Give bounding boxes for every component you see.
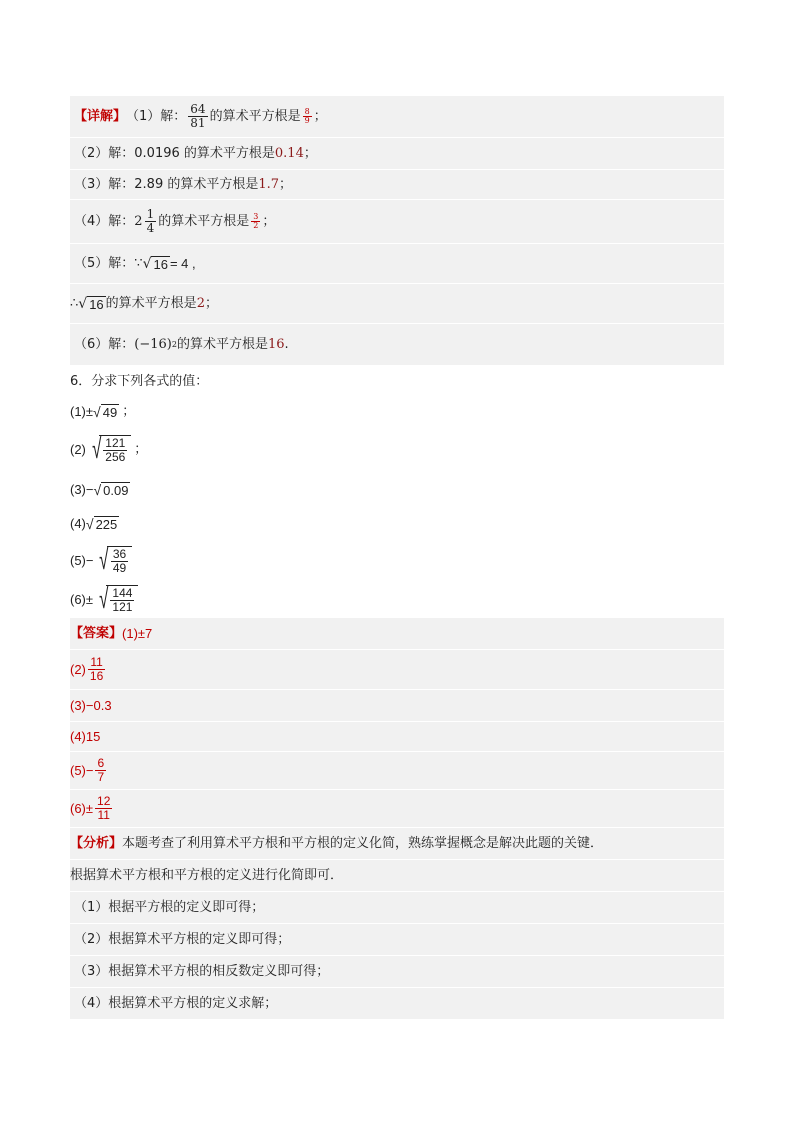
punctuation: ； bbox=[262, 214, 276, 229]
fraction-denominator: 7 bbox=[97, 770, 105, 784]
radical-icon: √ bbox=[93, 403, 101, 420]
answer-fraction bbox=[88, 656, 105, 682]
radical-icon: √ bbox=[99, 544, 109, 576]
question-title bbox=[70, 366, 724, 396]
item-prefix: − bbox=[85, 552, 94, 568]
radical-icon: √ bbox=[142, 256, 152, 272]
question-item-4 bbox=[70, 506, 724, 540]
punctuation: ； bbox=[279, 177, 293, 192]
fraction-denominator: 2 bbox=[253, 221, 259, 230]
answer-tag: 【答案】 bbox=[70, 626, 123, 641]
square-root bbox=[86, 435, 131, 463]
solution-text: 的算术平方根是 bbox=[209, 109, 301, 124]
solution-text: 0.0196 的算术平方根是 bbox=[134, 146, 275, 161]
analysis-line-3 bbox=[70, 924, 724, 956]
analysis-line-2 bbox=[70, 892, 724, 924]
fraction-denominator: 256 bbox=[105, 449, 126, 464]
analysis-line-5 bbox=[70, 988, 724, 1020]
fraction-numerator: 3 bbox=[253, 211, 259, 221]
item-label: (5) bbox=[70, 552, 86, 568]
analysis-text: （3）根据算术平方根的相反数定义即可得； bbox=[74, 964, 330, 979]
power-base: (−16) bbox=[134, 337, 172, 352]
item-label: (6) bbox=[70, 801, 86, 816]
solution-index: （6）解： bbox=[74, 337, 135, 352]
question-item-3 bbox=[70, 472, 724, 506]
radical-icon: √ bbox=[93, 481, 102, 498]
answer-item-1 bbox=[70, 618, 724, 650]
solution-row-7 bbox=[70, 324, 724, 366]
square-root bbox=[86, 516, 119, 531]
radicand bbox=[106, 585, 138, 613]
analysis-text: （4）根据算术平方根的定义求解； bbox=[74, 996, 278, 1011]
fraction bbox=[145, 208, 157, 234]
solution-text: 2.89 的算术平方根是 bbox=[134, 177, 259, 192]
fraction bbox=[110, 587, 134, 613]
punctuation: ； bbox=[122, 403, 136, 419]
solution-index: （5）解： bbox=[74, 256, 135, 271]
fraction-numerator: 121 bbox=[105, 435, 126, 450]
punctuation: . bbox=[284, 337, 289, 352]
because-symbol: ∵ bbox=[134, 256, 143, 271]
fraction bbox=[111, 548, 128, 574]
solution-section bbox=[70, 96, 724, 366]
item-label: (6) bbox=[70, 591, 86, 607]
item-prefix: ± bbox=[85, 591, 94, 607]
square-root bbox=[78, 296, 105, 311]
therefore-symbol: ∴ bbox=[70, 296, 79, 311]
analysis-text: 本题考查了利用算术平方根和平方根的定义化简，熟练掌握概念是解决此题的关键． bbox=[122, 836, 604, 851]
fraction-denominator: 11 bbox=[97, 808, 110, 822]
punctuation: ； bbox=[134, 441, 148, 457]
fraction-numerator: 12 bbox=[97, 794, 111, 809]
fraction-numerator: 144 bbox=[112, 585, 133, 600]
solution-index: （2）解： bbox=[74, 146, 135, 161]
punctuation: ； bbox=[204, 296, 218, 311]
item-label: (1) bbox=[70, 403, 86, 419]
fraction-numerator: 64 bbox=[190, 102, 206, 117]
fraction-denominator: 16 bbox=[89, 669, 104, 683]
solution-row-4 bbox=[70, 200, 724, 244]
question-item-1 bbox=[70, 396, 724, 426]
item-label: (5) bbox=[70, 763, 86, 778]
solution-text: 的算术平方根是 bbox=[158, 214, 250, 229]
square-root bbox=[93, 585, 138, 613]
solution-row-5 bbox=[70, 244, 724, 284]
fraction-denominator: 4 bbox=[146, 221, 155, 235]
fraction-numerator: 11 bbox=[90, 655, 103, 670]
radical-icon: √ bbox=[99, 583, 109, 615]
item-label: (3) bbox=[70, 481, 86, 497]
question-item-2 bbox=[70, 426, 724, 472]
mixed-number-whole: 2 bbox=[134, 214, 143, 229]
fraction-numerator: 6 bbox=[97, 756, 105, 771]
solution-row-6 bbox=[70, 284, 724, 324]
item-prefix: ± bbox=[85, 403, 94, 419]
answer-value: ±7 bbox=[137, 626, 153, 641]
result-fraction bbox=[251, 213, 260, 231]
result-value: 2 bbox=[196, 296, 205, 311]
fraction bbox=[103, 437, 127, 463]
page bbox=[70, 96, 724, 1020]
square-root bbox=[93, 546, 132, 574]
item-prefix: − bbox=[85, 481, 94, 497]
result-value: 1.7 bbox=[258, 177, 280, 192]
item-label: (2) bbox=[70, 441, 86, 457]
answer-value: 15 bbox=[85, 729, 101, 744]
solution-index: （3）解： bbox=[74, 177, 135, 192]
analysis-text: （1）根据平方根的定义即可得； bbox=[74, 900, 265, 915]
punctuation: ； bbox=[313, 109, 327, 124]
radicand: 225 bbox=[95, 516, 118, 532]
solution-text: 的算术平方根是 bbox=[176, 337, 268, 352]
radical-icon: √ bbox=[85, 515, 94, 532]
item-label: (3) bbox=[70, 698, 86, 713]
fraction-denominator: 9 bbox=[304, 116, 310, 125]
radicand: 16 bbox=[89, 297, 104, 312]
result-fraction bbox=[303, 108, 312, 126]
fraction-denominator: 49 bbox=[112, 560, 127, 575]
radicand: 0.09 bbox=[103, 482, 129, 498]
result-value: 16 bbox=[267, 337, 285, 352]
analysis-lead bbox=[70, 828, 724, 860]
analysis-line-4 bbox=[70, 956, 724, 988]
item-label: (1) bbox=[122, 626, 138, 641]
radicand: 16 bbox=[153, 257, 168, 272]
solution-text: 的算术平方根是 bbox=[105, 296, 197, 311]
answer-section bbox=[70, 618, 724, 1020]
power-exponent: 2 bbox=[171, 339, 177, 349]
radicand: 49 bbox=[102, 404, 118, 420]
question-section bbox=[70, 366, 724, 618]
item-label: (4) bbox=[70, 729, 86, 744]
item-label: (2) bbox=[70, 662, 86, 677]
fraction-numerator: 1 bbox=[146, 207, 155, 222]
result-value: 0.14 bbox=[274, 146, 304, 161]
item-label: (4) bbox=[70, 515, 86, 531]
solution-tag: 【详解】 bbox=[74, 109, 127, 124]
analysis-tag: 【分析】 bbox=[70, 836, 123, 851]
punctuation: ； bbox=[303, 146, 317, 161]
square-root bbox=[93, 404, 119, 419]
fraction-denominator: 81 bbox=[190, 116, 206, 130]
answer-fraction bbox=[95, 795, 112, 821]
answer-item-2 bbox=[70, 650, 724, 690]
fraction-denominator: 121 bbox=[112, 599, 133, 614]
fraction-numerator: 36 bbox=[112, 546, 127, 561]
analysis-text: 根据算术平方根和平方根的定义进行化简即可． bbox=[70, 868, 344, 883]
solution-row-3 bbox=[70, 170, 724, 200]
answer-prefix: ± bbox=[85, 801, 94, 816]
analysis-text: （2）根据算术平方根的定义即可得； bbox=[74, 932, 291, 947]
question-item-6 bbox=[70, 580, 724, 618]
answer-item-5 bbox=[70, 752, 724, 790]
solution-row-1 bbox=[70, 96, 724, 138]
radicand bbox=[99, 435, 131, 463]
fraction bbox=[188, 103, 207, 129]
question-item-5 bbox=[70, 540, 724, 580]
square-root bbox=[93, 482, 130, 497]
fraction-numerator: 8 bbox=[304, 106, 310, 116]
answer-fraction bbox=[95, 757, 106, 783]
radical-icon: √ bbox=[92, 433, 102, 465]
radicand bbox=[107, 546, 132, 574]
equation-text: = 4 , bbox=[169, 256, 196, 271]
solution-row-2 bbox=[70, 138, 724, 170]
answer-prefix: − bbox=[85, 763, 94, 778]
answer-item-3 bbox=[70, 690, 724, 722]
answer-item-6 bbox=[70, 790, 724, 828]
analysis-line-1 bbox=[70, 860, 724, 892]
answer-item-4 bbox=[70, 722, 724, 752]
solution-index: （4）解： bbox=[74, 214, 135, 229]
question-title-text: 6．分求下列各式的值： bbox=[70, 373, 209, 389]
square-root bbox=[143, 256, 170, 271]
solution-index: （1）解： bbox=[126, 109, 187, 124]
radical-icon: √ bbox=[78, 296, 88, 312]
answer-value: −0.3 bbox=[85, 698, 112, 713]
